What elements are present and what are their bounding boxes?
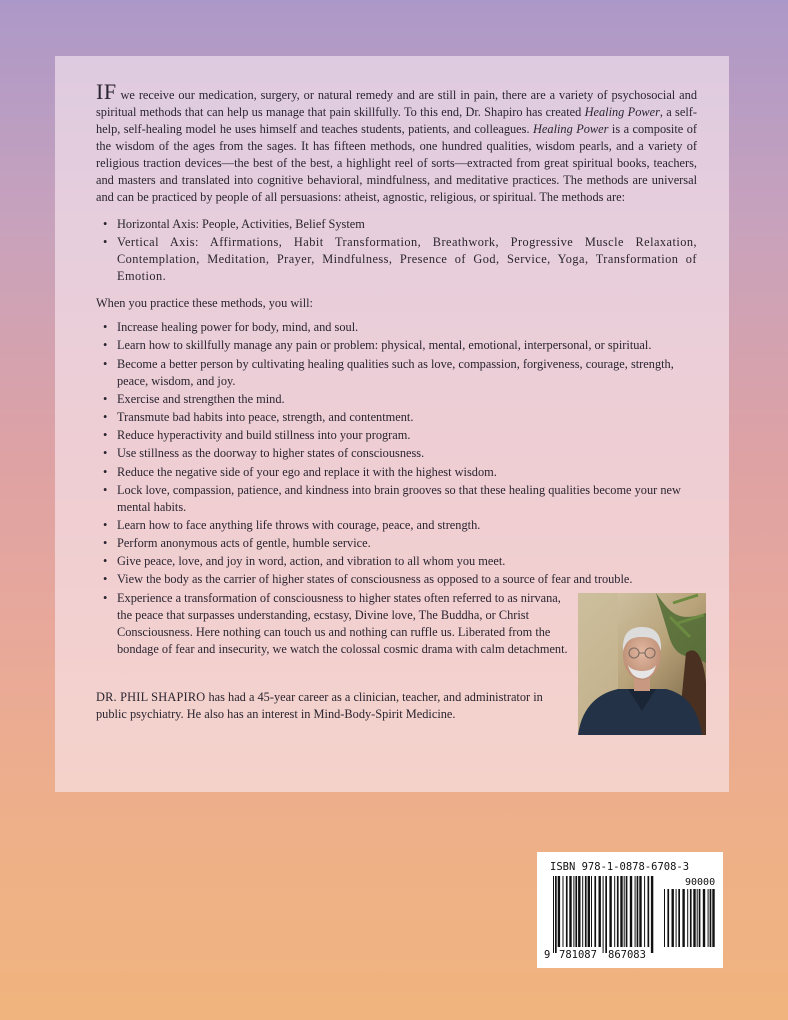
barcode-bar — [708, 889, 709, 947]
barcode-bar — [697, 889, 698, 947]
back-cover-text-panel — [55, 56, 729, 792]
addon-barcode-bars — [664, 889, 715, 947]
barcode-bar — [667, 889, 669, 947]
barcode-bar — [599, 876, 601, 947]
list-item: • View the body as the carrier of higher states of consciousness as opposed to a source of fear and trouble. — [117, 571, 697, 588]
barcode-bar — [555, 876, 557, 953]
barcode-bar — [566, 876, 568, 947]
book-title-mention: Healing Power — [584, 105, 660, 119]
dropcap: IF — [96, 79, 117, 104]
barcode-bar — [620, 876, 622, 947]
price-addon-code: 90000 — [685, 877, 716, 888]
barcode-left-digits: 781087 — [559, 949, 597, 961]
list-item: • Lock love, compassion, patience, and kindness into brain grooves so that these healing qualities become your new mental habits. — [117, 482, 697, 516]
barcode-bar — [553, 876, 554, 953]
barcode-bar — [573, 876, 574, 947]
list-item: • Reduce hyperactivity and build stillness into your program. — [117, 427, 697, 444]
barcode-bar — [614, 876, 615, 947]
barcode-bar — [578, 876, 580, 947]
barcode-right-digits: 867083 — [608, 949, 646, 961]
list-item: • Exercise and strengthen the mind. — [117, 391, 697, 408]
barcode-bar — [699, 889, 701, 947]
barcode-bar — [588, 876, 590, 947]
list-item-horizontal-axis: • Horizontal Axis: People, Activities, Belief System — [117, 216, 697, 233]
barcode-bar — [676, 889, 677, 947]
barcode-bar — [664, 889, 665, 947]
isbn-barcode — [537, 852, 723, 968]
barcode-bar — [626, 876, 628, 947]
barcode-bar — [682, 889, 684, 947]
transformation-text: Experience a transformation of consciousness to higher states often referred to as nirvana, the peace that surpasses understanding, ecstasy, Divine love, The Buddha, or Christ Consciousness. Here nothing can touch us and nothing can ruffle us. Liberated from the bondage of fear and insecurity, we watch the colossal cosmic drama with calm detachment. — [117, 590, 568, 656]
list-item: • Learn how to skillfully manage any pain or problem: physical, mental, emotional, interpersonal, or spiritual. — [117, 337, 697, 354]
practice-intro: When you practice these methods, you will: — [96, 296, 313, 311]
list-item: • Increase healing power for body, mind, and soul. — [117, 319, 697, 336]
barcode-bar — [617, 876, 619, 947]
barcode-bar — [575, 876, 577, 947]
barcode-bar — [651, 876, 653, 953]
barcode-bar — [605, 876, 607, 953]
barcode-bar — [624, 876, 625, 947]
barcode-bar — [603, 876, 604, 953]
barcode-bar — [639, 876, 641, 947]
barcode-graphic — [537, 852, 723, 968]
intro-text-3: is a composite of the wisdom of the ages from the sages. It has fifteen methods, one hundred qualities, wisdom pearls, and a variety of religious traction devices—the best of the best, a highlight reel of sorts—extracted from great spiritual books, teachers, and masters and translated into cognitive behavioral, mindfulness, and meditative practices. The methods are universal and can be practiced by people of all persuasions: atheist, agnostic, religious, or spiritual. The methods are: — [96, 122, 697, 204]
barcode-bar — [690, 889, 692, 947]
author-bio-text: has had a 45-year career as a clinician, teacher, and administrator in public psychiatry. He also has an interest in Mind-Body-Spirit Medicine. — [96, 689, 543, 721]
intro-paragraph — [96, 79, 697, 206]
book-title-mention: Healing Power — [533, 122, 609, 136]
barcode-bar — [569, 876, 571, 947]
list-item: • Perform anonymous acts of gentle, humble service. — [117, 535, 697, 552]
barcode-bar — [582, 876, 583, 947]
barcode-bar — [591, 876, 592, 947]
barcode-bar — [703, 889, 705, 947]
barcode-bar — [563, 876, 564, 947]
barcode-bar — [678, 889, 680, 947]
intro-text-1: we receive our medication, surgery, or natural remedy and are still in pain, there are a variety of psychosocial and spiritual methods that can help us manage that pain skillfully. To this end, Dr. Shapiro has created — [96, 88, 697, 119]
list-item-vertical-axis: • Vertical Axis: Affirmations, Habit Transformation, Breathwork, Progressive Muscle Relaxation, Contemplation, Meditation, Prayer, Mindfulness, Presence of God, Service, Yoga, Transformation of Emotion. — [117, 234, 697, 285]
list-item: • Use stillness as the doorway to higher states of consciousness. — [117, 445, 697, 462]
list-item: • Become a better person by cultivating healing qualities such as love, compassion, forgiveness, courage, strength, peace, wisdom, and joy. — [117, 356, 697, 390]
main-barcode-bars — [553, 876, 653, 953]
list-item-transformation — [117, 590, 697, 658]
isbn-label: ISBN 978-1-0878-6708-3 — [550, 861, 690, 873]
barcode-bar — [710, 889, 712, 947]
barcode-bar — [585, 876, 587, 947]
list-item: • Reduce the negative side of your ego and replace it with the highest wisdom. — [117, 464, 697, 481]
barcode-bar — [630, 876, 632, 947]
list-item: • Give peace, love, and joy in word, action, and vibration to all whom you meet. — [117, 553, 697, 570]
barcode-bar — [594, 876, 596, 947]
barcode-bar — [635, 876, 636, 947]
list-item: • Transmute bad habits into peace, strength, and contentment. — [117, 409, 697, 426]
barcode-bar — [558, 876, 560, 947]
barcode-first-digit: 9 — [544, 949, 551, 961]
author-name: DR. PHIL SHAPIRO — [96, 689, 206, 704]
barcode-bar — [637, 876, 639, 947]
intro-text-2: , a self-help, self-healing model he uses himself and teaches students, patients, and colleagues. — [96, 105, 697, 136]
barcode-bar — [693, 889, 695, 947]
barcode-bar — [609, 876, 611, 947]
benefits-list — [96, 319, 697, 657]
list-item: • Learn how to face anything life throws with courage, peace, and strength. — [117, 517, 697, 534]
methods-list — [96, 216, 697, 285]
author-photo — [578, 593, 706, 735]
barcode-bar — [648, 876, 650, 947]
barcode-bar — [712, 889, 714, 947]
barcode-bar — [644, 876, 645, 947]
barcode-bar — [672, 889, 674, 947]
barcode-bar — [687, 889, 688, 947]
author-portrait-image — [578, 593, 706, 735]
